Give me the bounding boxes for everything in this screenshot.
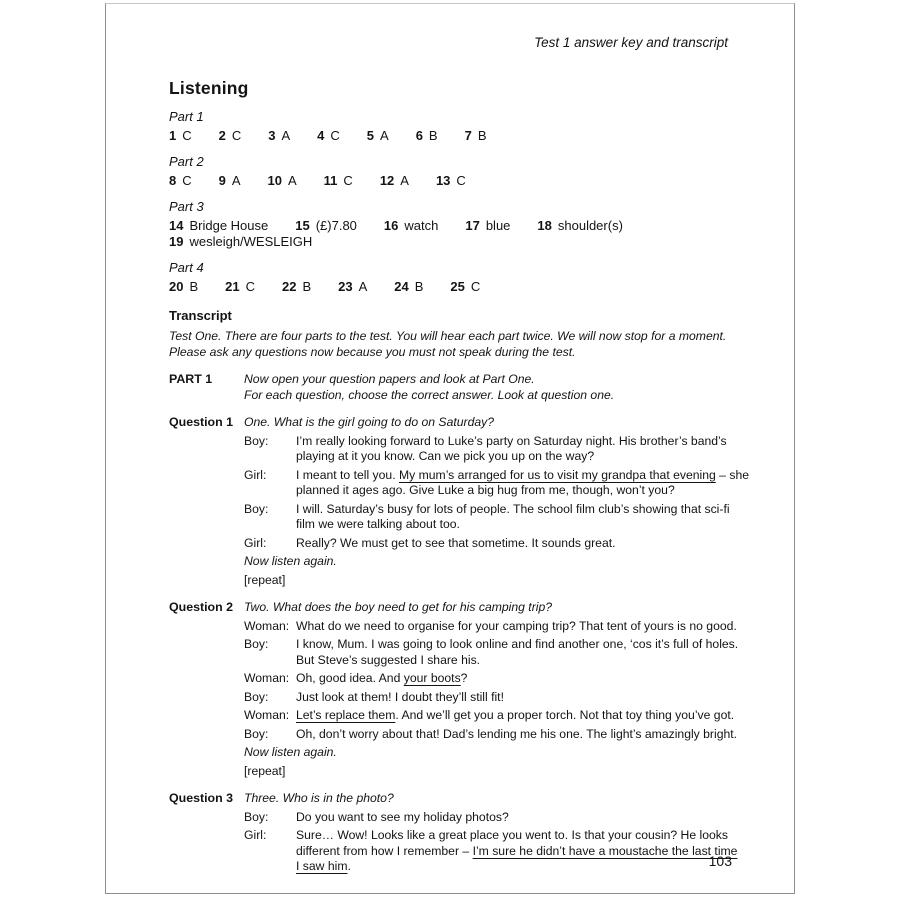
dialog-line: [296, 483, 761, 499]
dialog-line: [296, 619, 761, 635]
answer-text: shoulder(s): [557, 218, 623, 233]
dialog-segment: Do you want to see my holiday photos?: [296, 809, 509, 824]
dialog-segment: But Steve’s suggested I share his.: [296, 652, 481, 667]
dialog-text: [296, 536, 761, 552]
part-label: Part 2: [169, 154, 204, 169]
dialog-line: [296, 434, 761, 450]
answer-row: [169, 128, 761, 144]
part-label: Part 4: [169, 260, 204, 275]
dialog-line: [296, 859, 761, 875]
answer-number: 11: [323, 173, 338, 188]
speaker-label: Boy:: [244, 726, 269, 741]
answer-number: 22: [282, 279, 297, 294]
dialog-text: [296, 828, 761, 875]
answer-item: [169, 173, 192, 189]
answer-text: C: [182, 128, 192, 143]
answer-item: [450, 279, 480, 295]
dialog-segment: ?: [460, 671, 468, 685]
block-content: [244, 372, 761, 403]
answer-row: [169, 218, 761, 234]
dialog-segment: Oh, don’t worry about that! Dad’s lending me his one. The light’s amazingly bright.: [296, 726, 738, 741]
dialog-text: [296, 502, 761, 533]
part-label: Part 1: [169, 109, 204, 124]
dialog-text: [296, 434, 761, 465]
speaker-label: Girl:: [244, 535, 267, 550]
dialog-segment: I will. Saturday’s busy for lots of people. The school film club’s showing that sci-fi: [296, 501, 730, 516]
transcript-heading: Transcript: [169, 308, 232, 323]
dialog-turn: [244, 690, 761, 706]
answer-item: [537, 218, 623, 234]
answer-text: (£)7.80: [315, 218, 357, 233]
dialog-turn: [244, 671, 761, 687]
answer-item: [282, 279, 311, 295]
answer-item: [317, 128, 340, 144]
dialog-line: [296, 449, 761, 465]
transcript-intro: [169, 329, 761, 360]
dialog-line: [296, 637, 761, 653]
underlined-text: Let’s replace them: [296, 708, 396, 722]
dialog-line: [296, 828, 761, 844]
transcript-block: [169, 791, 761, 875]
answer-item: [465, 218, 510, 234]
page-content: [169, 4, 761, 875]
answer-number: 1: [169, 128, 177, 143]
dialog-segment: I meant to tell you.: [296, 467, 399, 482]
block-label: Question 3: [169, 791, 234, 805]
speaker-label: Boy:: [244, 433, 269, 448]
answer-number: 19: [169, 234, 184, 249]
dialog-turn: [244, 619, 761, 635]
dialog-turn: [244, 828, 761, 875]
speaker-label: Boy:: [244, 689, 269, 704]
answer-item: [268, 128, 290, 144]
answer-number: 9: [218, 173, 226, 188]
transcript-block: [169, 600, 761, 779]
question-text: Three. Who is in the photo?: [244, 791, 394, 805]
dialog-segment: Sure… Wow! Looks like a great place you went to. Is that your cousin? He looks: [296, 828, 728, 842]
answer-text: A: [281, 128, 291, 143]
answer-number: 13: [435, 173, 451, 188]
answer-text: A: [288, 173, 297, 188]
answer-number: 16: [383, 218, 399, 233]
dialog-segment: – she: [715, 467, 749, 482]
dialog-line: [296, 517, 761, 533]
answer-item: [219, 128, 242, 144]
section-title: Listening: [169, 78, 249, 98]
block-content: [244, 415, 761, 588]
answer-item: [219, 173, 241, 189]
answer-item: [367, 128, 389, 144]
answer-number: 3: [268, 128, 276, 143]
answer-item: [436, 173, 466, 189]
transcript-blocks: [169, 372, 761, 875]
underlined-text: I’m sure he didn’t have a moustache the last time: [472, 843, 738, 858]
speaker-label: Boy:: [244, 501, 269, 516]
answer-text: C: [231, 128, 242, 143]
answer-item: [169, 128, 192, 144]
dialog-line: [296, 653, 761, 669]
dialog-text: [296, 810, 761, 826]
document-page: [105, 3, 795, 894]
underlined-text: My mum’s arranged for us to visit my grandpa that evening: [398, 467, 716, 482]
dialog-segment: different from how I remember –: [296, 843, 473, 858]
answer-item: [380, 173, 409, 189]
answer-item: [384, 218, 438, 234]
dialog-text: [296, 468, 761, 499]
answer-text: C: [330, 128, 340, 143]
dialog-line: [296, 708, 761, 724]
answer-number: 2: [218, 128, 226, 143]
answer-text: C: [470, 279, 481, 294]
instruction-line: Now open your question papers and look at Part One.: [244, 372, 535, 386]
answer-text: C: [456, 173, 466, 188]
block-label: PART 1: [169, 372, 213, 386]
transcript-intro-line: Please ask any questions now because you must not speak during the test.: [169, 344, 576, 359]
dialog-turn: [244, 810, 761, 826]
answer-text: blue: [485, 218, 511, 233]
speaker-label: Woman:: [244, 618, 290, 633]
answer-number: 23: [338, 279, 353, 294]
dialog-segment: I’m really looking forward to Luke’s party on Saturday night. His brother’s band’s: [296, 433, 727, 448]
answer-text: C: [182, 173, 192, 188]
stage-direction: Now listen again.: [244, 745, 337, 759]
answer-text: watch: [404, 218, 439, 233]
dialog-line: [296, 671, 761, 687]
speaker-label: Boy:: [244, 637, 269, 651]
answer-item: [338, 279, 367, 295]
dialog-text: [296, 708, 761, 724]
block-content: [244, 791, 761, 875]
dialog-turn: [244, 468, 761, 499]
answer-number: 8: [169, 173, 177, 188]
page-header: Test 1 answer key and transcript: [534, 35, 728, 50]
answer-number: 14: [169, 218, 184, 233]
answer-item: [465, 128, 487, 144]
answer-key: [169, 109, 761, 295]
answer-item: [169, 234, 312, 250]
answer-item: [324, 173, 353, 189]
dialog-text: [296, 727, 761, 743]
dialog-turn: [244, 727, 761, 743]
answer-text: B: [189, 279, 199, 294]
answer-row: [169, 173, 761, 189]
dialog-segment: .: [347, 859, 351, 873]
dialog-segment: . And we’ll get you a proper torch. Not that toy thing you’ve got.: [395, 708, 735, 722]
transcript-block: [169, 415, 761, 588]
answer-number: 24: [394, 279, 409, 294]
answer-text: C: [245, 279, 255, 294]
answer-number: 17: [465, 218, 480, 233]
dialog-line: [296, 844, 761, 860]
dialog-turn: [244, 434, 761, 465]
answer-text: A: [231, 173, 241, 188]
answer-row: [169, 234, 761, 250]
answer-item: [394, 279, 423, 295]
dialog-line: [296, 536, 761, 552]
dialog-line: [296, 468, 761, 484]
answer-text: Bridge House: [189, 218, 269, 233]
answer-number: 10: [267, 173, 282, 188]
dialog-segment: What do we need to organise for your camping trip? That tent of yours is no good.: [296, 618, 737, 633]
dialog-segment: planned it ages ago. Give Luke a big hug from me, though, won’t you?: [296, 483, 675, 497]
dialog-turn: [244, 637, 761, 668]
answer-text: B: [477, 128, 487, 143]
answer-item: [169, 279, 198, 295]
dialog-segment: Just look at them! I doubt they’ll still fit!: [296, 689, 504, 704]
answer-text: A: [358, 279, 368, 294]
dialog-segment: playing at it you know. Can we pick you up on the way?: [296, 449, 595, 463]
dialog-text: [296, 671, 761, 687]
answer-text: B: [302, 279, 312, 294]
answer-number: 5: [366, 128, 375, 143]
transcript-intro-line: Test One. There are four parts to the test. You will hear each part twice. We will now stop for a moment.: [169, 329, 727, 343]
answer-item: [416, 128, 438, 144]
dialog-segment: Really? We must get to see that sometime. It sounds great.: [296, 535, 616, 550]
answer-item: [225, 279, 255, 295]
answer-number: 20: [169, 279, 184, 294]
dialog-line: [296, 690, 761, 706]
answer-number: 6: [415, 128, 423, 143]
dialog-text: [296, 637, 761, 668]
dialog-text: [296, 619, 761, 635]
block-label: Question 1: [169, 415, 234, 429]
speaker-label: Woman:: [244, 671, 290, 685]
answer-item: [268, 173, 297, 189]
answer-text: wesleigh/WESLEIGH: [189, 234, 313, 249]
transcript-block: [169, 372, 761, 403]
speaker-label: Boy:: [244, 809, 269, 824]
answer-text: A: [380, 128, 389, 143]
answer-number: 21: [225, 279, 240, 294]
dialog-turn: [244, 502, 761, 533]
dialog-turn: [244, 536, 761, 552]
answer-text: A: [400, 173, 409, 188]
answer-number: 15: [295, 218, 310, 233]
answer-number: 18: [537, 218, 552, 233]
repeat-marker: [repeat]: [244, 763, 286, 778]
speaker-label: Girl:: [244, 828, 267, 842]
answer-text: B: [428, 128, 438, 143]
underlined-text: your boots: [403, 671, 461, 685]
dialog-segment: I know, Mum. I was going to look online and find another one, ‘cos it’s full of holes.: [296, 637, 739, 651]
answer-text: B: [414, 279, 424, 294]
dialog-segment: Oh, good idea. And: [296, 671, 404, 685]
part-label: Part 3: [169, 199, 204, 214]
speaker-label: Woman:: [244, 708, 290, 722]
dialog-turn: [244, 708, 761, 724]
answer-text: C: [343, 173, 353, 188]
dialog-line: [296, 727, 761, 743]
answer-number: 12: [379, 173, 395, 188]
stage-direction: Now listen again.: [244, 554, 337, 568]
answer-item: [295, 218, 357, 234]
underlined-text: I saw him: [296, 859, 348, 873]
speaker-label: Girl:: [244, 467, 267, 482]
dialog-segment: film we were talking about too.: [296, 517, 460, 531]
answer-item: [169, 218, 268, 234]
block-label: Question 2: [169, 600, 234, 614]
answer-number: 7: [464, 128, 472, 143]
answer-row: [169, 279, 761, 295]
page-number: 103: [708, 853, 732, 869]
question-text: Two. What does the boy need to get for his camping trip?: [244, 600, 553, 614]
answer-number: 4: [317, 128, 325, 143]
dialog-line: [296, 502, 761, 518]
repeat-marker: [repeat]: [244, 572, 286, 587]
dialog-text: [296, 690, 761, 706]
question-text: One. What is the girl going to do on Saturday?: [244, 415, 494, 429]
dialog-line: [296, 810, 761, 826]
block-content: [244, 600, 761, 779]
instruction-line: For each question, choose the correct answer. Look at question one.: [244, 387, 615, 402]
answer-number: 25: [450, 279, 465, 294]
